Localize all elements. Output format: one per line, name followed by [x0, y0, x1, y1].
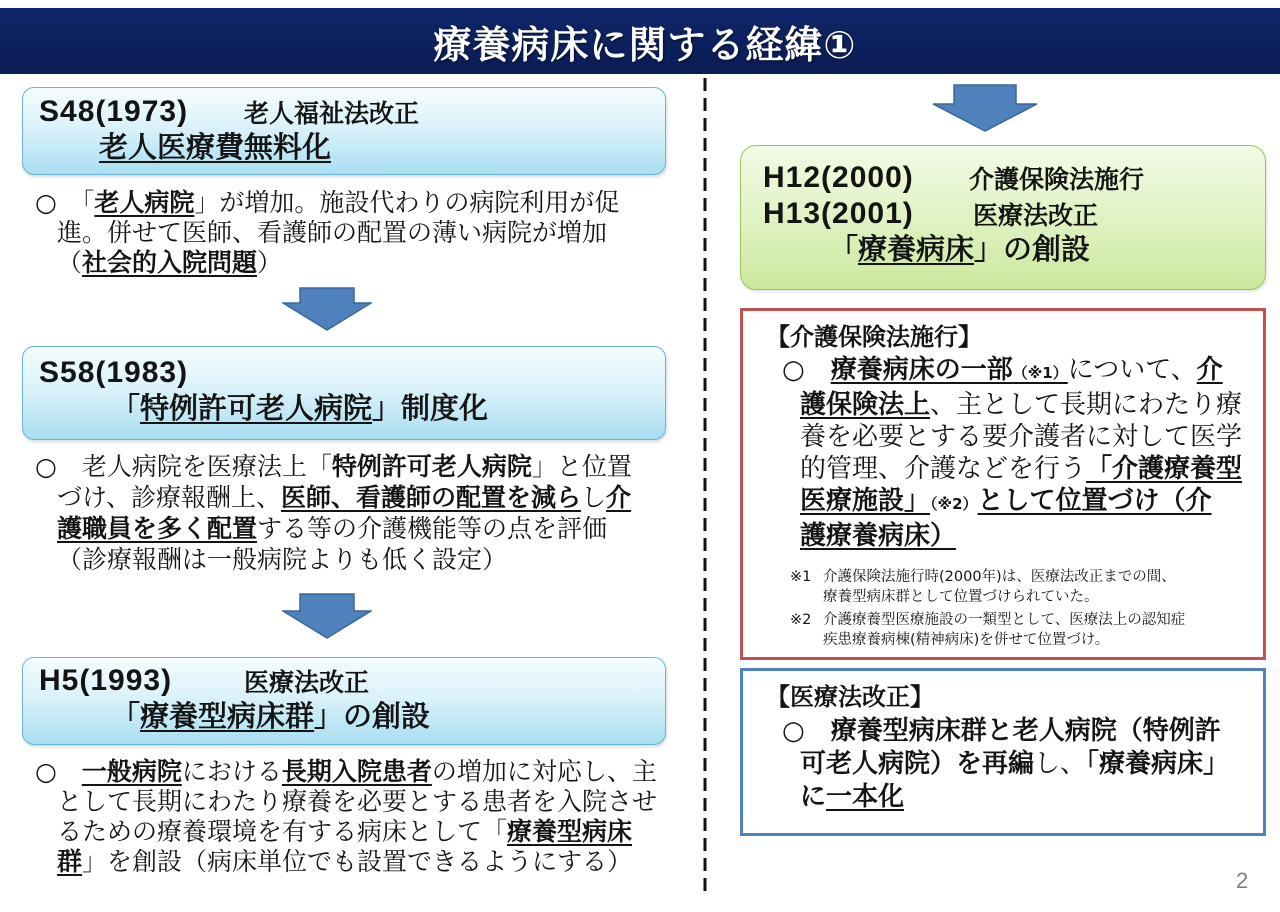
text-segment: 」の創設 — [974, 232, 1091, 266]
text-segment: 」を創設（病床単位でも設置できるようにする） — [82, 847, 633, 876]
bold-text: （※2） — [930, 495, 978, 513]
emphasized-text: 護職員を多く配置 — [57, 514, 258, 543]
text-segment: （ — [57, 248, 83, 277]
emphasized-text: 介 — [1196, 355, 1223, 385]
emphasized-text: 護療養病床） — [800, 521, 957, 551]
text-segment: 「 — [111, 391, 141, 425]
emphasized-text: 社会的入院問題 — [82, 248, 258, 277]
care-insurance-act-box — [740, 308, 1266, 660]
text-segment: ○ 「 — [35, 188, 95, 217]
law-label: 医療法改正 — [244, 668, 370, 697]
text-line — [35, 513, 632, 544]
text-segment: 養を必要とする要介護者に対して医学 — [800, 422, 1243, 452]
bold-text: に — [800, 782, 827, 812]
text-line — [35, 787, 657, 817]
text-segment: し、 — [1034, 749, 1087, 779]
text-segment: 的管理、介護などを行う — [800, 454, 1087, 484]
text-line — [829, 232, 1265, 266]
text-segment: 」が増加。施設代わりの病院利用が促 — [194, 188, 620, 217]
text-line — [35, 218, 619, 248]
emphasized-text: 医療施設」 — [800, 486, 931, 516]
text-segment: ○ — [782, 716, 831, 746]
column-divider — [700, 78, 710, 896]
text-segment: （診療報酬は一般病院よりも低く設定） — [57, 545, 508, 574]
footnote — [790, 610, 1185, 650]
footnote-line: 介護保険法施行時(2000年)は、医療法改正までの間、 — [823, 569, 1176, 585]
history-box-2000-2001 — [740, 145, 1266, 290]
text-line — [782, 748, 1229, 781]
era-label: H5(1993) — [39, 664, 173, 697]
text-segment: 進。併せて医師、看護師の配置の薄い病院が増加 — [57, 218, 608, 247]
title-bar — [0, 8, 1280, 74]
history-box-header — [763, 160, 1265, 196]
era-label: H13(2001) — [763, 197, 914, 230]
bold-text: 療養型病床群と老人病院（特例許 — [830, 716, 1221, 746]
box-body-text — [782, 354, 1242, 552]
text-segment: ○ 老人病院を医療法上「 — [35, 452, 332, 481]
era-label: S58(1983) — [39, 356, 189, 389]
text-segment: 、主として長期にわたり療 — [930, 390, 1243, 420]
text-segment: 「 — [111, 699, 141, 733]
text-line — [111, 391, 665, 425]
text-line — [35, 847, 657, 877]
law-label: 老人福祉法改正 — [244, 99, 420, 128]
emphasized-text: 老人病院 — [94, 188, 195, 217]
text-line — [35, 451, 632, 482]
footnote-mark: ※2 — [790, 612, 812, 628]
history-box-header — [39, 663, 665, 699]
text-segment: ○ — [35, 757, 82, 786]
text-line — [782, 715, 1229, 748]
text-line — [782, 520, 1242, 552]
era-label: H12(2000) — [763, 161, 914, 194]
footnote-line: 介護療養型医療施設の一類型として、医療法上の認知症 — [823, 612, 1186, 628]
text-line — [35, 188, 619, 218]
history-box-headline — [99, 130, 665, 164]
emphasized-text: 療養病床の一部 — [830, 355, 1013, 385]
down-arrow-icon — [282, 593, 372, 639]
emphasized-text: （※1） — [1012, 364, 1068, 382]
text-line — [35, 248, 619, 278]
emphasized-text: 特例許可老人病院 — [140, 391, 373, 425]
text-segment: るための療養環境を有する病床として「 — [57, 817, 508, 846]
text-segment: づけ、診療報酬上、 — [57, 483, 282, 512]
text-segment: として長期にわたり療養を必要とする患者を入院させ — [57, 787, 658, 816]
emphasized-text: 一般病院 — [81, 757, 182, 786]
emphasized-text: 医師、看護師の配置を減ら — [281, 483, 582, 512]
text-line — [35, 817, 657, 847]
text-line — [782, 781, 1229, 814]
emphasized-text: 長期入院患者 — [281, 757, 432, 786]
page-number: 2 — [1236, 868, 1249, 893]
bold-text: 可老人病院）を再編 — [800, 749, 1035, 779]
text-segment: ○ — [782, 355, 831, 385]
text-line — [782, 389, 1242, 421]
text-segment: 」制度化 — [372, 391, 489, 425]
history-box-1983 — [22, 346, 666, 440]
page-title: 療養病床に関する経緯① — [433, 22, 857, 67]
description-paragraph-1983 — [35, 451, 632, 575]
text-line — [111, 699, 665, 733]
text-segment: し — [581, 483, 607, 512]
era-label: S48(1973) — [39, 95, 189, 128]
down-arrow-icon — [282, 287, 372, 331]
text-line — [782, 354, 1242, 389]
law-label: 医療法改正 — [973, 201, 1099, 230]
text-segment: における — [181, 757, 282, 786]
footnote-line: 疾患療養病棟(精神病床)を併せて位置づけ。 — [823, 632, 1110, 648]
emphasized-text: 介 — [606, 483, 632, 512]
footnote-mark: ※1 — [790, 569, 812, 585]
text-segment: の増加に対応し、主 — [431, 757, 657, 786]
history-box-1973 — [22, 87, 666, 175]
history-box-header — [763, 196, 1265, 232]
emphasized-text: として位置づけ（介 — [977, 486, 1212, 516]
footnote-text — [823, 567, 1176, 607]
description-paragraph-1993 — [35, 757, 657, 877]
box-body-text — [782, 715, 1229, 814]
footnote-line: 療養型病床群として位置づけられていた。 — [823, 589, 1099, 605]
footnote-text — [823, 610, 1185, 650]
emphasized-text: 護保険法上 — [800, 390, 931, 420]
text-segment: について、 — [1067, 355, 1197, 385]
history-box-headline — [829, 232, 1265, 266]
emphasized-text: 療養型病床群 — [140, 699, 315, 733]
history-box-headline — [111, 391, 665, 425]
medical-act-revision-box — [740, 668, 1266, 836]
emphasized-text: 老人医療費無料化 — [99, 130, 332, 164]
text-segment: する等の介護機能等の点を評価 — [257, 514, 608, 543]
footnote — [790, 567, 1185, 607]
text-line — [35, 482, 632, 513]
footnotes — [790, 567, 1185, 653]
box-heading: 【医療法改正】 — [766, 683, 934, 711]
text-segment: 」と位置 — [531, 452, 632, 481]
emphasized-text: 療養病床 — [858, 232, 975, 266]
law-label: 介護保険法施行 — [969, 165, 1145, 194]
emphasized-text: 一本化 — [826, 782, 905, 812]
box-heading: 【介護保険法施行】 — [766, 323, 982, 351]
text-segment: 「 — [829, 232, 859, 266]
history-box-headline — [111, 699, 665, 733]
bold-text: 「療養病床」 — [1086, 749, 1230, 779]
emphasized-text: 療養型病床 — [507, 817, 633, 846]
emphasized-text: 群 — [57, 847, 83, 876]
text-segment: 」の創設 — [314, 699, 431, 733]
description-paragraph-1973 — [35, 188, 619, 278]
text-line — [99, 130, 665, 164]
text-line — [782, 453, 1242, 485]
text-line — [782, 421, 1242, 453]
bold-text: 特例許可老人病院 — [331, 452, 532, 481]
text-line — [35, 757, 657, 787]
text-line — [35, 544, 632, 575]
text-segment: ） — [257, 248, 283, 277]
emphasized-text: 「介護療養型 — [1086, 454, 1243, 484]
history-box-1993 — [22, 657, 666, 745]
history-box-header — [39, 94, 665, 130]
history-box-header — [39, 355, 665, 391]
down-arrow-icon — [932, 84, 1038, 132]
text-line — [782, 485, 1242, 520]
